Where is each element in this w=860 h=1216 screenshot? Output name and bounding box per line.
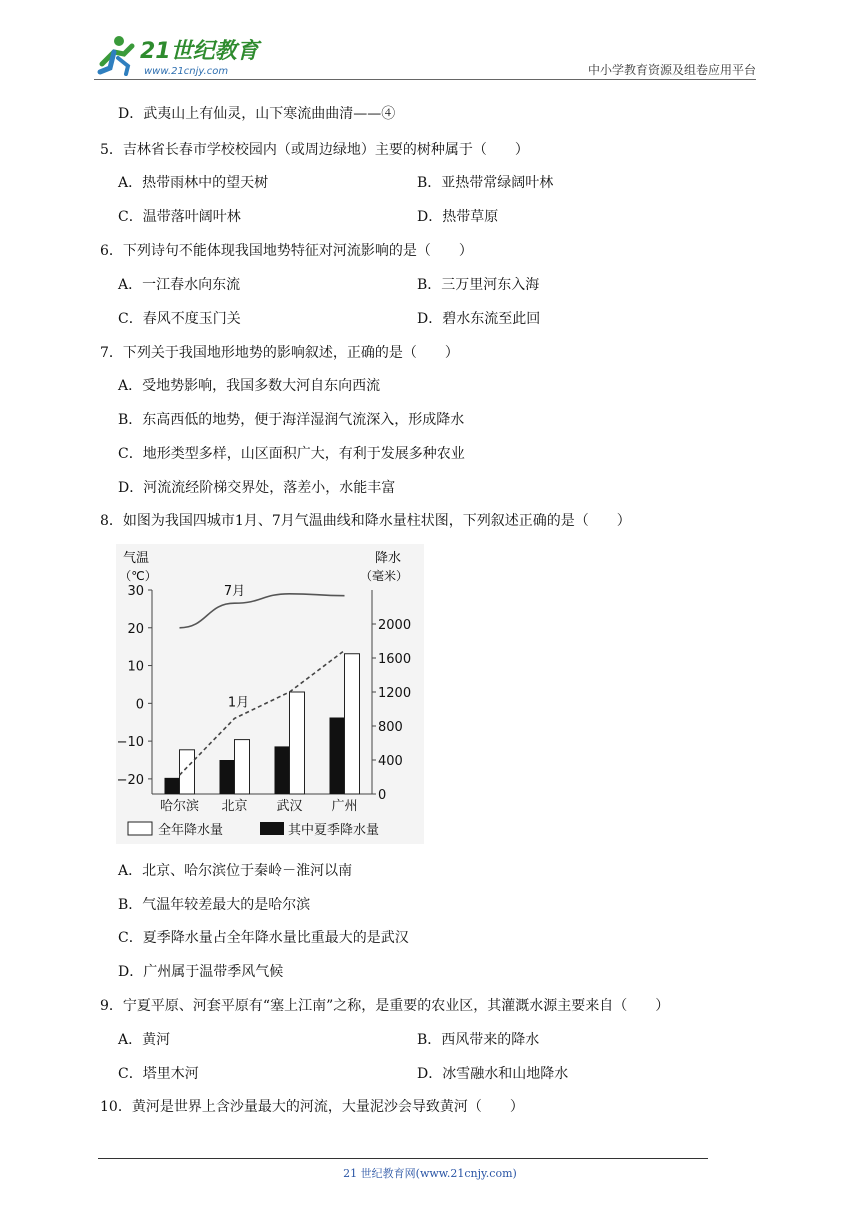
q8-option-c: C．夏季降水量占全年降水量比重最大的是武汉 (118, 930, 409, 946)
right-tick-label: 400 (378, 754, 403, 769)
logo-url: www.21cnjy.com (144, 66, 229, 77)
left-axis-unit: （℃） (119, 569, 157, 583)
climate-chart (116, 544, 424, 844)
page-header (0, 0, 860, 82)
right-tick-label: 800 (378, 720, 403, 735)
q7-option-d: D．河流流经阶梯交界处，落差小，水能丰富 (118, 480, 396, 496)
q5-option-a: A．热带雨林中的望天树 (118, 175, 269, 191)
q6-option-c: C．春风不度玉门关 (118, 311, 241, 327)
left-tick-label: −20 (116, 772, 144, 788)
q9-option-c: C．塔里木河 (118, 1066, 199, 1082)
right-tick-label: 0 (378, 788, 387, 803)
q4-option-d: D．武夷山上有仙灵，山下寒流曲曲清——④ (118, 106, 396, 122)
q6-option-d: D．碧水东流至此回 (417, 311, 541, 327)
left-axis-title: 气温 (122, 551, 150, 566)
right-axis-title: 降水 (374, 551, 402, 566)
category-label-2: 武汉 (276, 799, 303, 814)
site-logo (94, 32, 264, 78)
header-divider (94, 79, 756, 80)
right-tick-label: 1600 (378, 652, 412, 667)
left-tick-label: 10 (127, 659, 144, 675)
q6-option-b: B．三万里河东入海 (417, 277, 540, 293)
bar-annual-3 (345, 654, 360, 794)
q5-option-c: C．温带落叶阔叶林 (118, 209, 241, 225)
bar-annual-2 (290, 692, 305, 794)
legend-label-annual: 全年降水量 (158, 823, 224, 838)
bar-annual-1 (235, 740, 250, 794)
q9-option-b: B．西风带来的降水 (417, 1032, 540, 1048)
bar-summer-1 (220, 760, 235, 794)
footer-divider (98, 1158, 708, 1159)
bar-summer-0 (165, 778, 180, 794)
left-tick-label: 30 (127, 584, 144, 599)
category-label-0: 哈尔滨 (159, 799, 200, 814)
header-platform-text: 中小学教育资源及组卷应用平台 (587, 63, 756, 77)
q7-option-b: B．东高西低的地势，便于海洋湿润气流深入，形成降水 (118, 412, 465, 428)
q9-option-d: D．冰雪融水和山地降水 (417, 1066, 569, 1082)
category-label-1: 北京 (221, 799, 248, 814)
q5-option-d: D．热带草原 (417, 209, 499, 225)
bar-summer-3 (330, 718, 345, 795)
left-tick-label: −10 (116, 735, 144, 751)
question-9: 9．宁夏平原、河套平原有“塞上江南”之称，是重要的农业区，其灌溉水源主要来自（ ） (100, 998, 670, 1014)
question-10: 10．黄河是世界上含沙量最大的河流，大量泥沙会导致黄河（ ） (100, 1099, 524, 1115)
legend-swatch-annual (128, 822, 152, 835)
question-5: 5．吉林省长春市学校校园内（或周边绿地）主要的树种属于（ ） (100, 142, 529, 158)
legend-label-summer: 其中夏季降水量 (288, 823, 380, 838)
footer-link[interactable]: 21 世纪教育网(www.21cnjy.com) (343, 1167, 517, 1180)
q7-option-a: A．受地势影响，我国多数大河自东向西流 (118, 378, 381, 394)
category-label-3: 广州 (331, 799, 358, 814)
line-label-july: 7月 (223, 584, 246, 600)
bar-summer-2 (275, 746, 290, 794)
q7-option-c: C．地形类型多样，山区面积广大，有利于发展多种农业 (118, 446, 465, 462)
q6-option-a: A．一江春水向东流 (118, 277, 241, 293)
line-label-january: 1月 (227, 695, 250, 711)
right-tick-label: 2000 (378, 618, 412, 633)
q8-option-a: A．北京、哈尔滨位于秦岭－淮河以南 (118, 863, 353, 879)
q5-option-b: B．亚热带常绿阔叶林 (417, 175, 554, 191)
left-tick-label: 0 (135, 697, 144, 713)
q8-option-d: D．广州属于温带季风气候 (118, 964, 284, 980)
right-axis-unit: （毫米） (359, 569, 409, 583)
left-tick-label: 20 (127, 621, 144, 637)
q8-option-b: B．气温年较差最大的是哈尔滨 (118, 897, 311, 913)
logo-text: 21世纪教育 (140, 39, 259, 64)
q9-option-a: A．黄河 (118, 1032, 171, 1048)
question-8: 8．如图为我国四城市1月、7月气温曲线和降水量柱状图，下列叙述正确的是（ ） (100, 513, 631, 529)
question-7: 7．下列关于我国地形地势的影响叙述，正确的是（ ） (100, 345, 459, 361)
right-tick-label: 1200 (378, 686, 412, 701)
question-6: 6．下列诗句不能体现我国地势特征对河流影响的是（ ） (100, 243, 473, 259)
legend-swatch-summer (260, 822, 284, 835)
